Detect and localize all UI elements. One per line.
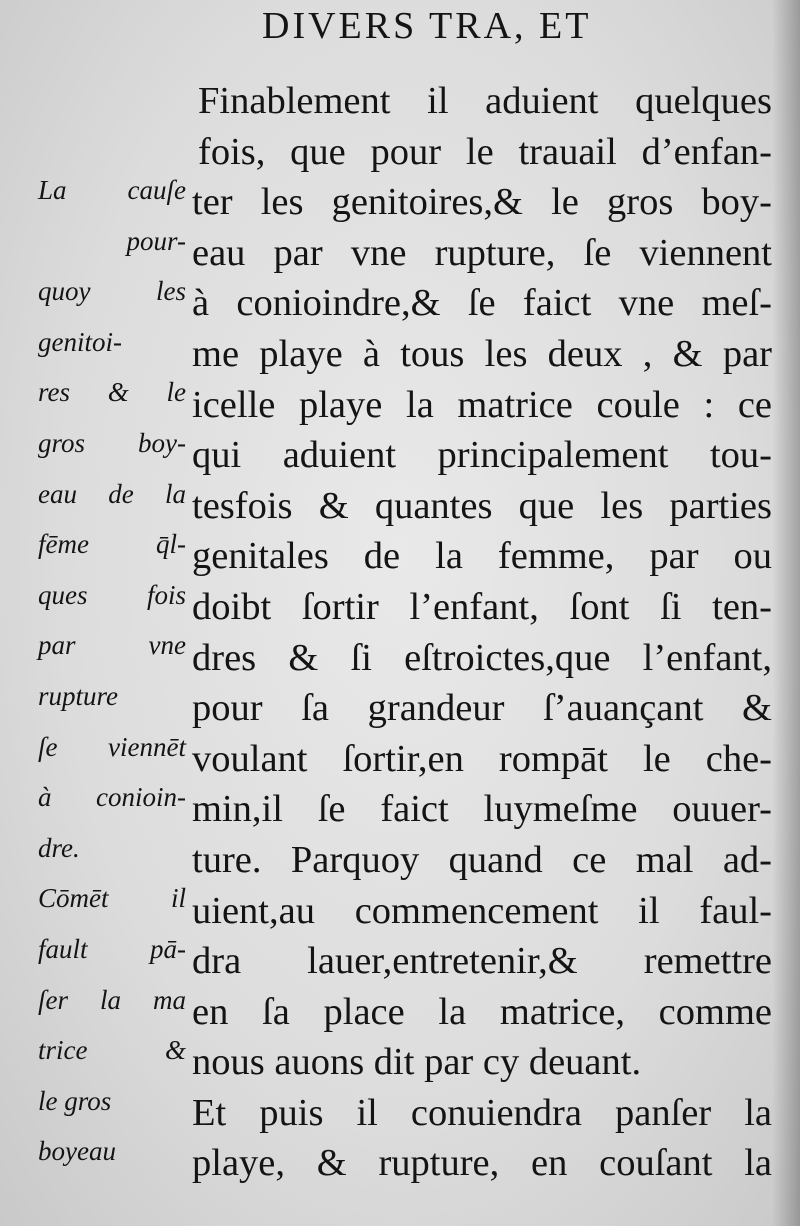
- margin-note-line: ques fois: [38, 579, 186, 610]
- margin-note-line: rupture: [38, 680, 118, 711]
- running-head: DIVERS TRA, ET: [262, 5, 592, 47]
- text-line: Finablement il aduient quelques: [198, 80, 772, 122]
- text-line: uient,au commencement il faul-: [192, 889, 772, 932]
- margin-note-line: pour-: [126, 225, 186, 256]
- text-line: ture. Parquoy quand ce mal ad-: [192, 838, 772, 881]
- text-line: eau par vne rupture, ſe viennent: [192, 231, 772, 274]
- text-line: à conioindre,& ſe faict vne meſ-: [192, 282, 772, 325]
- margin-note-line: Cōmēt il: [38, 883, 186, 914]
- text-line: dres & ſi eſtroictes,que l’enfant,: [192, 636, 772, 679]
- text-line: qui aduient principalement tou-: [192, 434, 772, 477]
- margin-note-line: La cauſe: [38, 175, 186, 205]
- margin-note-line: gros boy-: [38, 427, 186, 458]
- margin-note-line: eau de la: [38, 478, 186, 509]
- text-line: me playe à tous les deux , & par: [192, 332, 772, 375]
- text-line: en ſa place la matrice, comme: [192, 990, 772, 1033]
- margin-note-line: ſe viennēt: [38, 731, 186, 762]
- margin-note-line: par vne: [38, 630, 186, 661]
- margin-note-line: trice &: [38, 1035, 186, 1066]
- text-line: pour ſa grandeur ſ’auançant &: [192, 687, 772, 730]
- text-line: min,il ſe faict luymeſme ouuer-: [192, 788, 772, 831]
- margin-note-line: genitoi-: [38, 326, 122, 357]
- margin-note-line: res & le: [38, 377, 186, 408]
- text-line: nous auons dit par cy deuant.: [192, 1041, 642, 1084]
- text-line: genitales de la femme, par ou: [192, 535, 772, 578]
- margin-note: [38, 165, 186, 1177]
- main-text: [192, 76, 772, 1189]
- text-line: fois, que pour le trauail d’enfan-: [198, 130, 772, 173]
- text-line: tesfois & quantes que les parties: [192, 484, 772, 527]
- text-line: voulant ſortir,en rompāt le che-: [192, 737, 772, 780]
- text-line: Et puis il conuiendra panſer la: [192, 1091, 772, 1134]
- text-line: ter les genitoires,& le gros boy-: [192, 181, 772, 224]
- margin-note-line: boyeau: [38, 1136, 116, 1167]
- text-line: playe, & rupture, en couſant la: [192, 1142, 772, 1185]
- margin-note-line: dre.: [38, 832, 80, 863]
- text-line: icelle playe la matrice coule : ce: [192, 383, 772, 426]
- margin-note-line: le gros: [38, 1085, 112, 1116]
- margin-note-line: quoy les: [38, 276, 186, 307]
- text-line: dra lauer,entretenir,& remettre: [192, 940, 772, 983]
- margin-note-line: à conioin-: [38, 782, 186, 813]
- text-line: doibt ſortir l’enfant, ſont ſi ten-: [192, 585, 772, 628]
- margin-note-line: fault pā-: [38, 933, 186, 964]
- margin-note-line: fēme q̄l-: [38, 529, 186, 560]
- margin-note-line: ſer la ma: [38, 984, 186, 1015]
